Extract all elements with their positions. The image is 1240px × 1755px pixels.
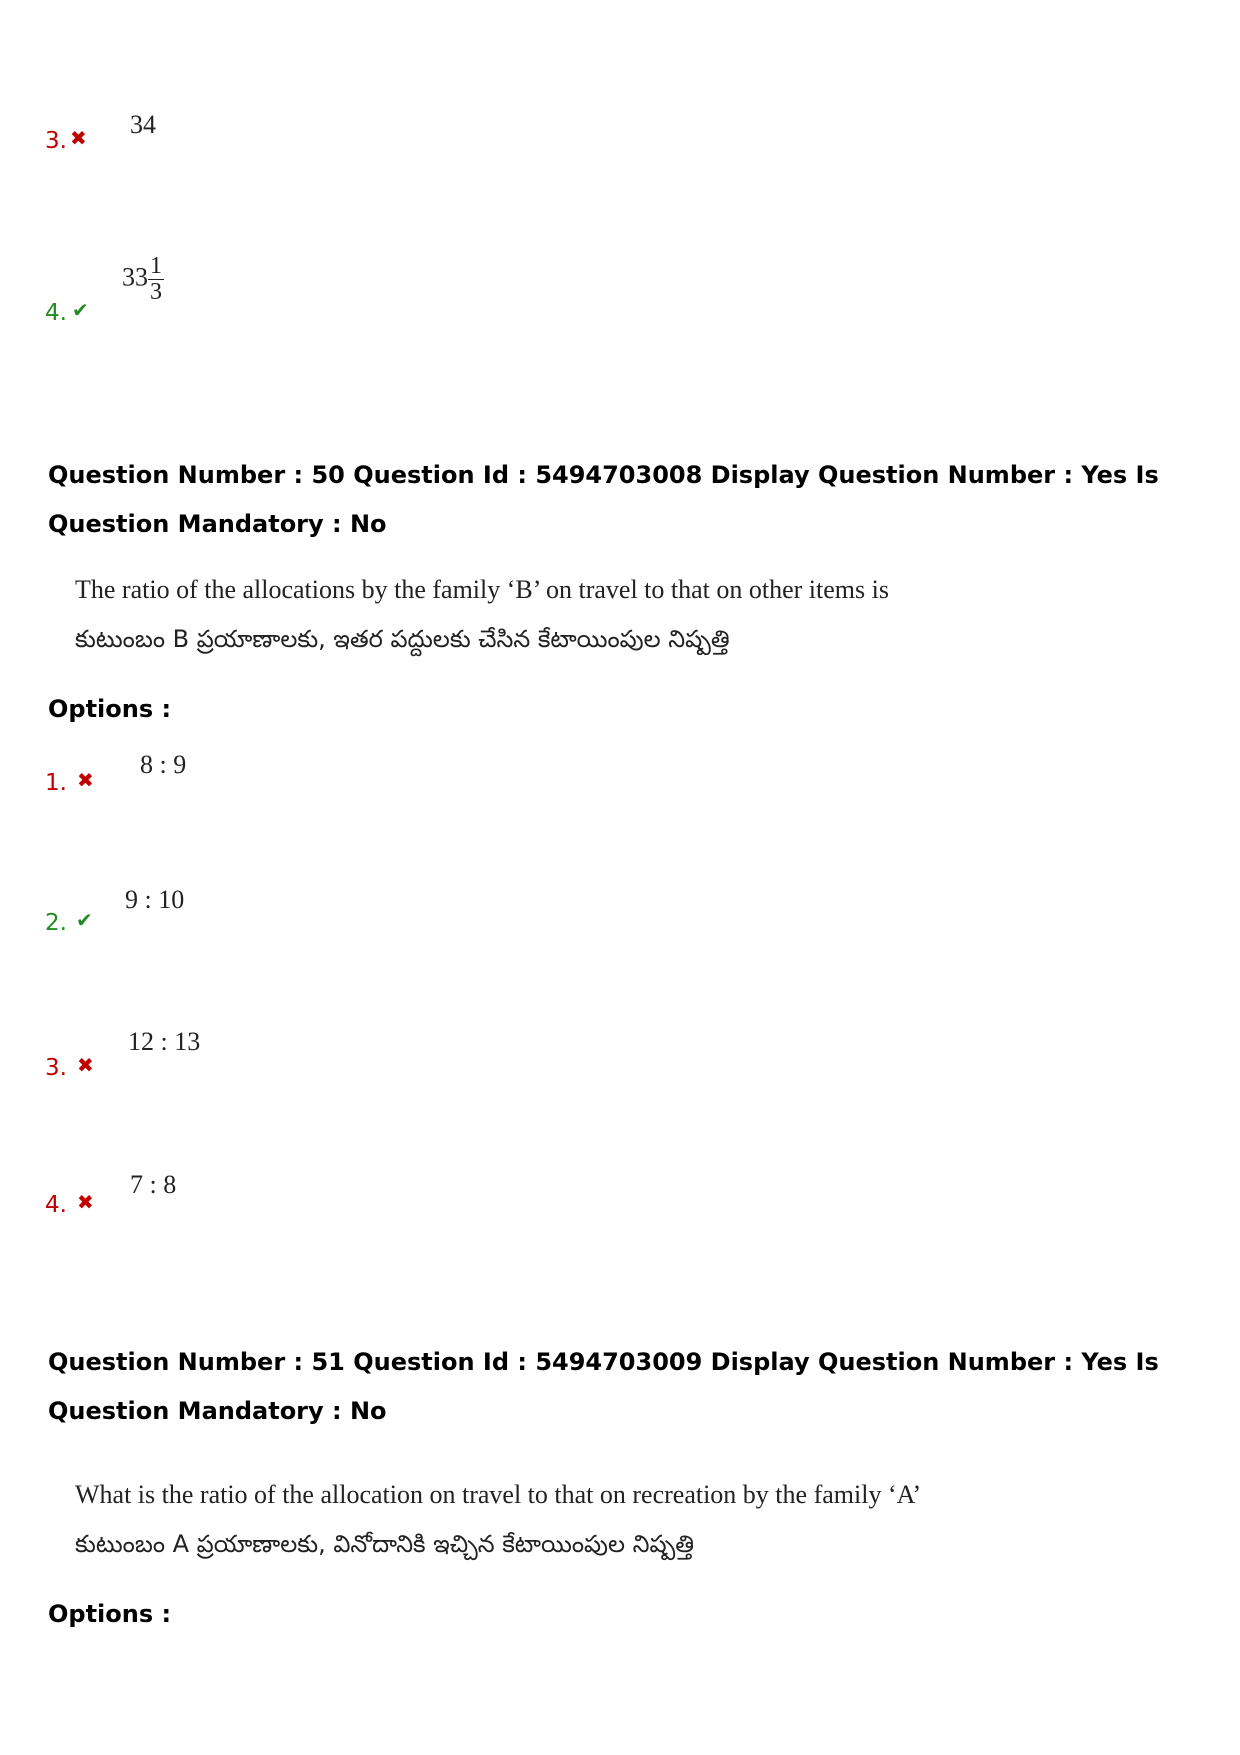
option-value: 34 <box>130 110 156 139</box>
option-value: 12 : 13 <box>128 1027 201 1056</box>
fraction-whole: 33 <box>122 262 148 292</box>
option-number: 2. <box>45 910 67 936</box>
option-number: 4. <box>45 300 67 326</box>
cross-icon: ✖ <box>70 126 87 150</box>
option-number: 1. <box>45 770 67 796</box>
fraction-denominator: 3 <box>150 279 162 306</box>
fraction-numerator: 1 <box>150 253 162 279</box>
check-icon: ✔ <box>72 298 89 322</box>
option-value: 9 : 10 <box>125 885 185 914</box>
question-header: Question Number : 50 Question Id : 5494703008 Display Question Number : Yes Is Question Mandatory : No <box>48 461 1159 538</box>
cross-icon: ✖ <box>77 768 94 792</box>
option-value-mixed-fraction <box>122 254 164 305</box>
question-text-telugu: కుటుంబం B ప్రయాణాలకు, ఇతర పద్దులకు చేసిన కేటాయింపుల నిష్పత్తి <box>75 625 730 653</box>
option-number: 3. <box>45 1055 67 1081</box>
options-label: Options : <box>48 1600 172 1628</box>
question-text-telugu: కుటుంబం A ప్రయాణాలకు, వినోదానికి ఇచ్చిన కేటాయింపుల నిష్పత్తి <box>75 1530 695 1558</box>
question-text-english: The ratio of the allocations by the family ‘B’ on travel to that on other items is <box>75 575 889 604</box>
fraction <box>148 254 164 305</box>
question-header: Question Number : 51 Question Id : 5494703009 Display Question Number : Yes Is Question Mandatory : No <box>48 1348 1159 1425</box>
check-icon: ✔ <box>76 908 93 932</box>
option-number: 4. <box>45 1192 67 1218</box>
cross-icon: ✖ <box>77 1190 94 1214</box>
option-number: 3. <box>45 128 67 154</box>
question-text-english: What is the ratio of the allocation on travel to that on recreation by the family ‘A’ <box>75 1480 922 1509</box>
options-label: Options : <box>48 695 172 723</box>
option-value: 7 : 8 <box>130 1170 177 1199</box>
cross-icon: ✖ <box>77 1053 94 1077</box>
option-value: 8 : 9 <box>140 750 187 779</box>
